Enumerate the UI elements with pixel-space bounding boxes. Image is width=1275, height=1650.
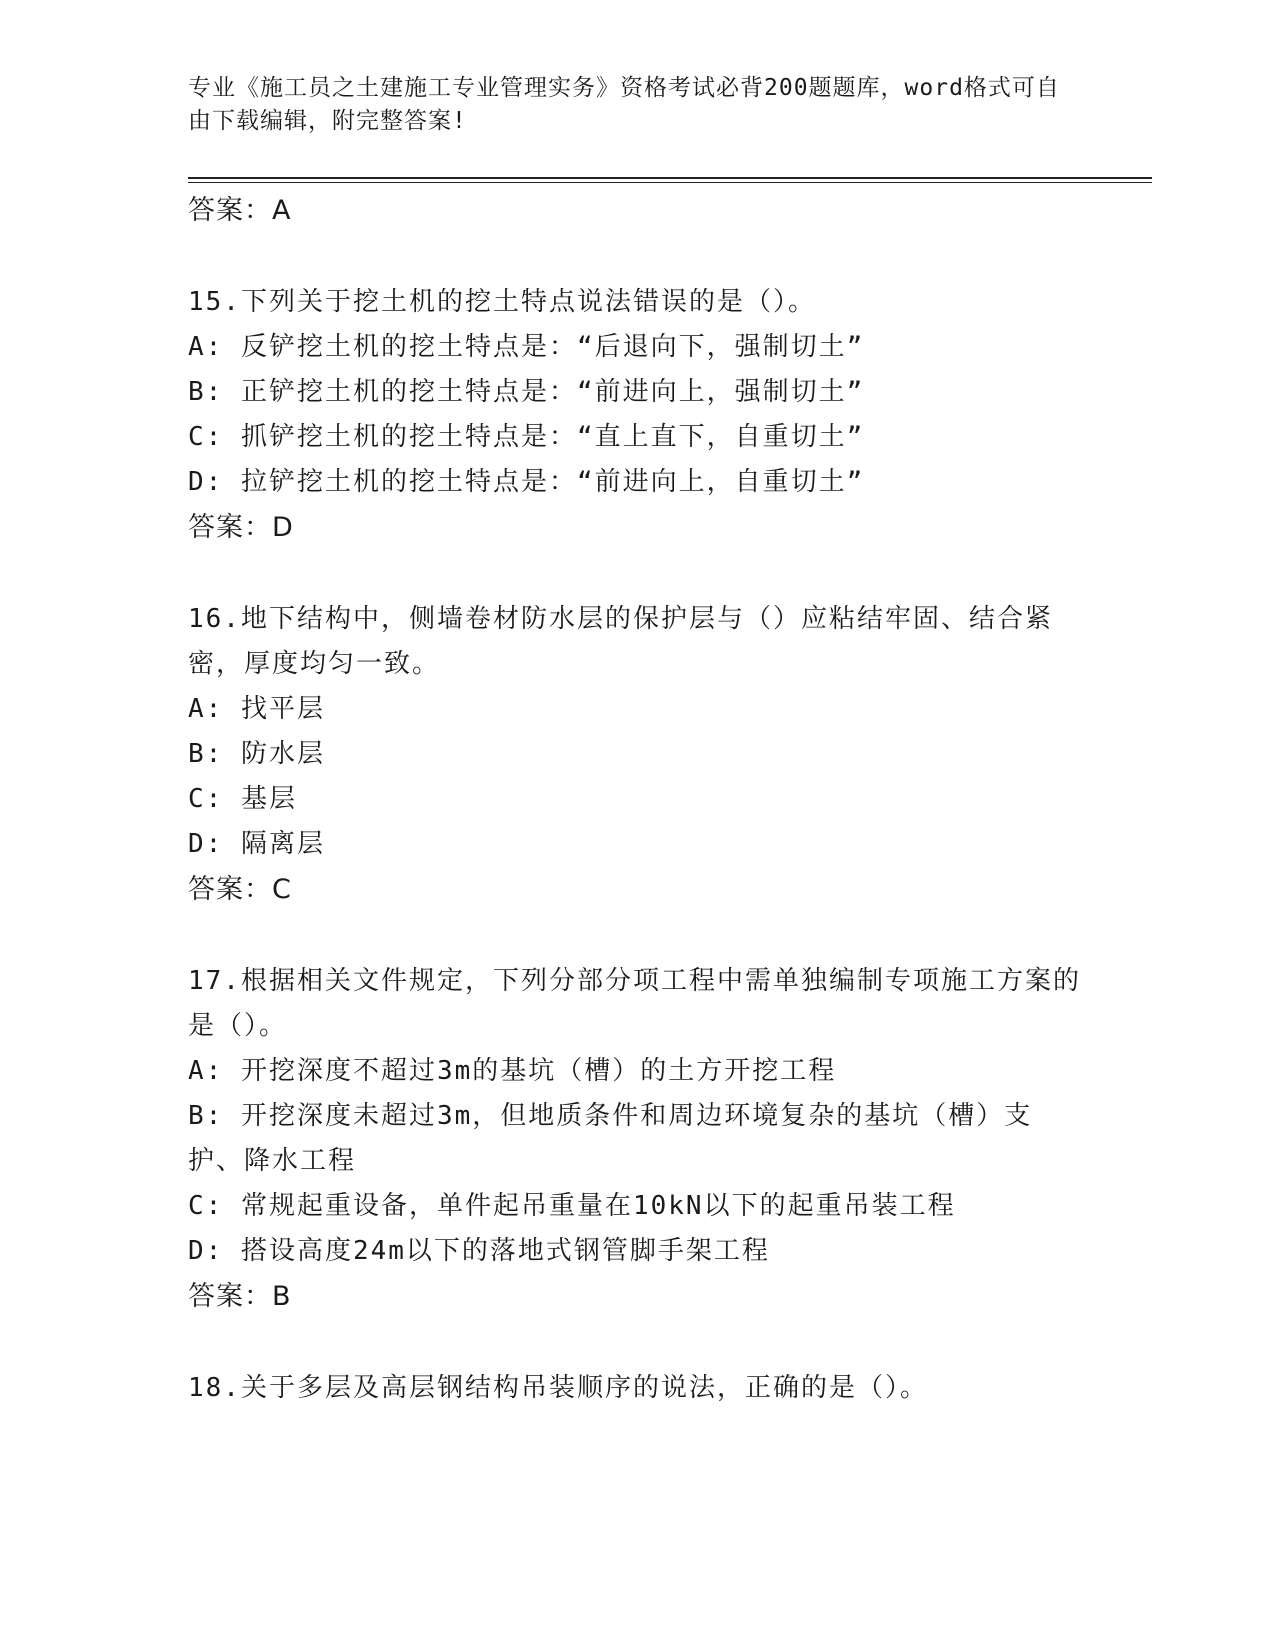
question-stem: 17.根据相关文件规定，下列分部分项工程中需单独编制专项施工方案的是（）。 — [188, 966, 1081, 1041]
header-title: 专业《施工员之土建施工专业管理实务》资格考试必背200题题库，word格式可自由下载编辑，附完整答案! — [188, 75, 1060, 134]
spacer — [188, 912, 1088, 959]
option-c: C: 常规起重设备，单件起吊重量在10kN以下的起重吊装工程 — [188, 1191, 956, 1221]
option-b: B: 开挖深度未超过3m，但地质条件和周边环境复杂的基坑（槽）支护、降水工程 — [188, 1101, 1033, 1176]
option-a: A: 找平层 — [188, 694, 325, 724]
answer-line: 答案：D — [188, 512, 294, 543]
spacer — [188, 1319, 1088, 1366]
answer-line: 答案：A — [188, 195, 292, 226]
option-a: A: 开挖深度不超过3m的基坑（槽）的土方开挖工程 — [188, 1056, 837, 1086]
question-18 — [188, 1366, 1088, 1411]
option-d: D: 搭设高度24m以下的落地式钢管脚手架工程 — [188, 1236, 770, 1266]
spacer — [188, 550, 1088, 597]
option-a: A: 反铲挖土机的挖土特点是：“后退向下，强制切土” — [188, 332, 865, 362]
option-b: B: 正铲挖土机的挖土特点是：“前进向上，强制切土” — [188, 377, 865, 407]
question-stem: 18.关于多层及高层钢结构吊装顺序的说法，正确的是（）。 — [188, 1373, 928, 1403]
option-b: B: 防水层 — [188, 739, 325, 769]
question-stem: 15.下列关于挖土机的挖土特点说法错误的是（）。 — [188, 287, 816, 317]
option-c: C: 基层 — [188, 784, 297, 814]
question-stem: 16.地下结构中，侧墙卷材防水层的保护层与（）应粘结牢固、结合紧密，厚度均匀一致。 — [188, 604, 1053, 679]
answer-line: 答案：B — [188, 1281, 292, 1312]
question-16 — [188, 597, 1088, 912]
question-17 — [188, 959, 1088, 1319]
question-15 — [188, 280, 1088, 550]
option-c: C: 抓铲挖土机的挖土特点是：“直上直下，自重切土” — [188, 422, 865, 452]
option-d: D: 隔离层 — [188, 829, 325, 859]
header-divider-thin — [188, 182, 1152, 183]
question-list — [188, 188, 1088, 1411]
answer-line: 答案：C — [188, 874, 292, 905]
document-header — [188, 72, 1068, 138]
spacer — [188, 233, 1088, 280]
header-divider-thick — [188, 177, 1152, 179]
option-d: D: 拉铲挖土机的挖土特点是：“前进向上，自重切土” — [188, 467, 865, 497]
